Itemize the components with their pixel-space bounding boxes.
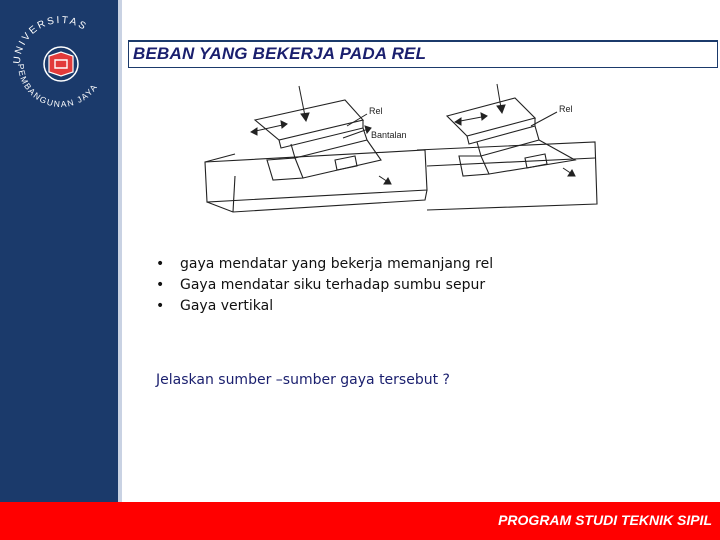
label-rel-left: Rel: [369, 106, 383, 116]
title-box: [128, 40, 718, 68]
label-bantalan: Bantalan: [371, 130, 407, 140]
slide-title: BEBAN YANG BEKERJA PADA REL: [133, 44, 427, 63]
sidebar-edge: [118, 0, 122, 502]
rail-left: [255, 100, 381, 180]
sidebar: [0, 0, 122, 502]
label-rel-right: Rel: [559, 104, 573, 114]
logo-mark: [49, 52, 73, 76]
footer-bar: [0, 502, 720, 540]
university-logo: [6, 6, 116, 116]
footer-text: PROGRAM STUDI TEKNIK SIPIL: [498, 512, 712, 528]
logo-top-text: UNIVERSITAS: [11, 14, 90, 65]
list-item: • Gaya vertikal: [156, 296, 493, 317]
question-text: Jelaskan sumber –sumber gaya tersebut ?: [156, 372, 450, 388]
force-list: [156, 254, 493, 317]
logo-bottom-text: PEMBANGUNAN JAYA: [15, 63, 100, 110]
sleeper-left: [205, 150, 427, 212]
list-item: • Gaya mendatar siku terhadap sumbu sepur: [156, 275, 493, 296]
list-item: • gaya mendatar yang bekerja memanjang rel: [156, 254, 493, 275]
rail-load-diagram: [195, 80, 605, 220]
